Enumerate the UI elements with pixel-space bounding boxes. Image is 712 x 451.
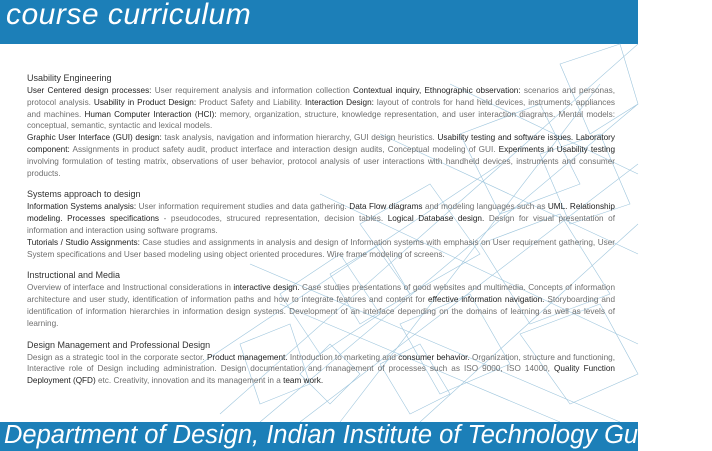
key-term: Experiments in Usability testing [498,144,616,154]
key-term: Logical Database design. [387,214,485,224]
key-term: Quality Function Deployment (QFD) [27,364,615,386]
section-heading: Instructional and Media [27,270,121,281]
text-run: and modeling languages such as [422,202,548,212]
section-paragraph [27,85,615,132]
text-run: Storyboarding and identification of information hierarchies in information design systems. Development of an interface depending on the domains of learning as well as levels of learning. [27,295,615,328]
key-term: UML. Relationship modeling. Processes specifications [27,202,615,224]
key-term: Graphic User Interface (GUI) design: [27,133,162,143]
text-run: - pseudocodes, strucured representation, decision tables. [159,214,388,224]
section-heading: Design Management and Professional Design [27,339,211,350]
key-term: Human Computer Interaction (HCI): [84,109,217,119]
department-name: Department of Design, Indian Institute of Technology Guwahati [4,421,712,449]
key-term: consumer behavior. [398,352,470,362]
text-run: memory, organization, structure, knowledge representation, and user interaction diagrams. Mental models: conceptual, semantic, syntactic and lexical models. [27,109,615,131]
footer-banner [0,421,712,451]
text-run: Overview of interface and Instructional considerations in [27,283,234,293]
text-run: scenarios and personas, protocol analysis. [27,86,616,107]
text-run: Case studies and assignments in analysis and design of Information systems with emphasis on User requirement gathering, User System specifications and User based modeling using object oriented procedures. Wire frame modeling of screens. [27,237,615,259]
text-run: involving formulation of testing matrix, observations of user behavior, protocol analysis of user interactions with handheld devices, instruments and consumer products. [27,156,615,178]
curriculum-section [27,72,615,179]
text-run: Assignments in product safety audit, product interface and interaction design audits, Conceptual modeling of GUI. [69,144,499,154]
key-term: effective information navigation. [428,295,545,305]
key-term: Contextual inquiry, Ethnographic observation: [353,86,521,95]
text-run: Introduction to marketing and [287,352,399,362]
text-run: task analysis, navigation and information hierarchy, GUI design heuristics. [161,133,438,143]
section-heading: Usability Engineering [27,73,112,83]
key-term: Laboratory component: [27,133,615,154]
key-term: Data Flow diagrams [349,202,423,212]
key-term: Information Systems analysis: [27,202,137,212]
section-paragraph [27,201,615,236]
key-term: Interaction Design: [304,97,374,107]
header-banner [0,0,638,44]
key-term: Product management. [206,352,288,362]
key-term: User Centered design processes: [27,86,152,95]
text-run: User information requirement studies and data gathering. [136,202,350,212]
curriculum-section [27,188,615,260]
section-paragraph [27,282,615,329]
key-term: Tutorials / Studio Assignments: [27,237,140,247]
text-run: layout of controls for hand held devices, instruments, appliances and machines. [27,97,615,119]
curriculum-section [27,339,615,387]
key-term: team work. [283,376,324,386]
text-run: Case studies presentations of good websites and multimedia. Concepts of information architecture and user study, identification of information paths and how to integrate features and content for [27,283,616,305]
section-paragraph [27,352,615,387]
key-term: Usability in Product Design: [93,97,197,107]
text-run: Product Safety and Liability. [196,97,305,107]
text-run: Design for visual presentation of information and interaction using software programs. [27,214,615,235]
key-term: Usability testing and software issues. [437,133,574,143]
section-paragraph [27,132,615,179]
page-title: course curriculum [6,0,252,31]
text-run: Organization, structure and functioning, Interactive role of Design including administration. Design documentation and management of processes such as ISO 9000, ISO 14000, [27,352,616,374]
text-run: User requirement analysis and information collection [151,86,354,95]
curriculum-section [27,269,615,329]
key-term: interactive design. [233,283,300,293]
text-run: etc. Creativity, innovation and its management in a [95,376,284,386]
curriculum-content [27,72,615,396]
section-paragraph [27,237,615,261]
section-heading: Systems approach to design [27,189,141,200]
text-run: Design as a strategic tool in the corporate sector. [27,352,207,362]
